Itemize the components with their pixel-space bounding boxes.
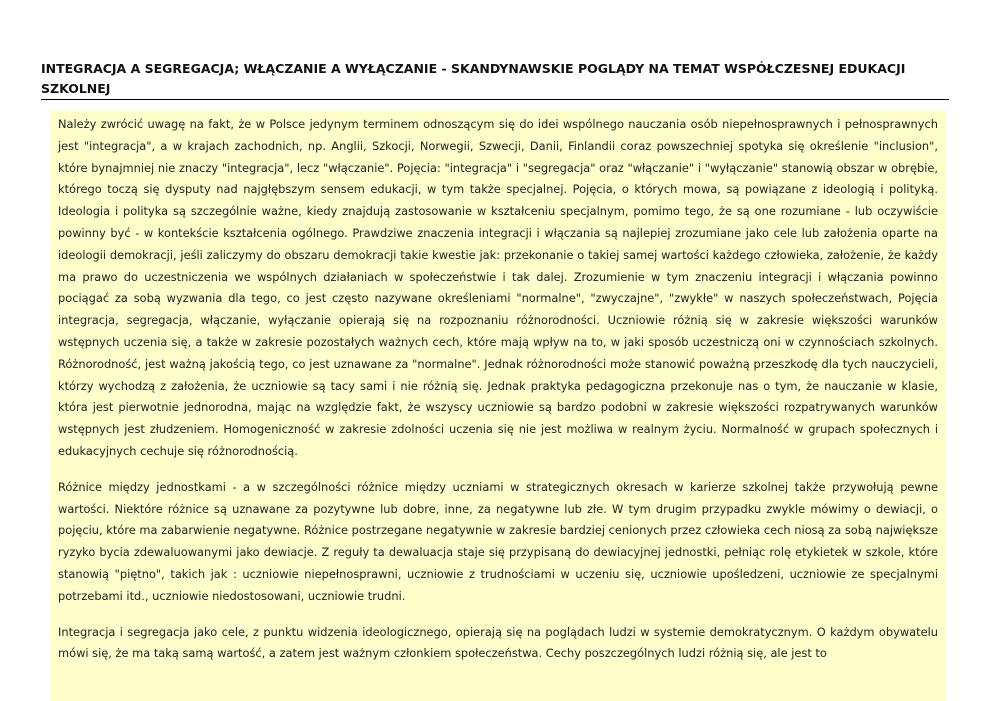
paragraph-2: Różnice między jednostkami - a w szczególności różnice między uczniami w strategicznych okresach w karierze szkolnej także przywołują pewne wartości. Niektóre różnice są uznawane za pozytywne lub dobre, inne, za negatywne lub złe. W tym drugim przypadku zwykle mówimy o dewiacji, o pojęciu, które ma zabarwienie negatywne. Różnice postrzegane negatywnie w zakresie bardziej cenionych przez człowieka cech niosą za sobą największe ryzyko bycia zdewaluowanymi jako dewiacje. Z reguły ta dewaluacja staje się przypisaną do dewiacyjnej jednostki, pełniąc rolę etykietek w szkole, które stanowią "piętno", takich jak : uczniowie niepełnosprawni, uczniowie z trudnościami w uczeniu się, uczniowie upośledzeni, uczniowie ze specjalnymi potrzebami itd., uczniowie niedostosowani, uczniowie trudni. xyxy=(58,479,938,603)
paragraph-3: Integracja i segregacja jako cele, z punktu widzenia ideologicznego, opierają się na poglądach ludzi w systemie demokratycznym. O każdym obywatelu mówi się, że ma taką samą wartość, a zatem jest ważnym członkiem społeczeństwa. Cechy poszczególnych ludzi różnią się, ale jest to xyxy=(58,624,938,661)
article-body xyxy=(50,110,946,701)
paragraph-1: Należy zwrócić uwagę na fakt, że w Polsce jedynym terminem odnoszącym się do idei wspólnego nauczania osób niepełnosprawnych i pełnosprawnych jest "integracja", a w krajach zachodnich, np. Anglii, Szkocji, Norwegii, Szwecji, Danii, Finlandii coraz powszechniej spotyka się określenie "inclusion", które bynajmniej nie znaczy "integracja", lecz "włączanie". Pojęcia: "integracja" i "segregacja" oraz "włączanie" i "wyłączanie" stanowią obszar w obrębie, którego toczą się dysputy nad najgłębszym sensem edukacji, w tym także specjalnej. Pojęcia, o których mowa, są powiązane z ideologią i polityką. Ideologia i polityka są szczególnie ważne, kiedy znajdują zastosowanie w kształceniu specjalnym, pomimo tego, że są one rozumiane - lub oczywiście powinny być - w kontekście kształcenia ogólnego. Prawdziwe znaczenia integracji i włączania są najlepiej zrozumiane jako cele lub założenia oparte na ideologii demokracji, jeśli zaliczymy do obszaru demokracji takie kwestie jak: przekonanie o takiej samej wartości każdego człowieka, założenie, że każdy ma prawo do uczestniczenia we wspólnych działaniach w społeczeństwie i tak dalej. Zrozumienie w tym znaczeniu integracji i włączania powinno pociągać za sobą wyzwania dla tego, co jest często nazywane określeniami "normalne", "zwyczajne", "zwykłe" w naszych społeczeństwach, Pojęcia integracja, segregacja, włączanie, wyłączanie opierają się na rozpoznaniu różnorodności. Uczniowie różnią się w zakresie większości warunków wstępnych uczenia się, a także w zakresie pozostałych ważnych cech, które mają wpływ na to, w jaki sposób uczestniczą oni w czynnościach szkolnych. Różnorodność, jest ważną jakością tego, co jest uznawane za "normalne". Jednak różnorodności może stanowić poważną przeszkodę dla tych nauczycieli, którzy wychodzą z założenia, że uczniowie są tacy sami i nie różnią się. Jednak praktyka pedagogiczna przekonuje nas o tym, że nauczanie w klasie, która jest pierwotnie jednorodna, mając na względzie fakt, że wszyscy uczniowie są bardzo podobni w zakresie większości rozpatrywanych warunków wstępnych jest złudzeniem. Homogeniczność w zakresie zdolności uczenia się nie jest możliwa w realnym życiu. Normalność w grupach społecznych i edukacyjnych cechuje się różnorodnością. xyxy=(58,117,938,458)
document-title: INTEGRACJA A SEGREGACJA; WŁĄCZANIE A WYŁĄCZANIE - SKANDYNAWSKIE POGLĄDY NA TEMAT WSPÓŁCZESNEJ EDUKACJI SZKOLNEJ xyxy=(41,59,949,100)
